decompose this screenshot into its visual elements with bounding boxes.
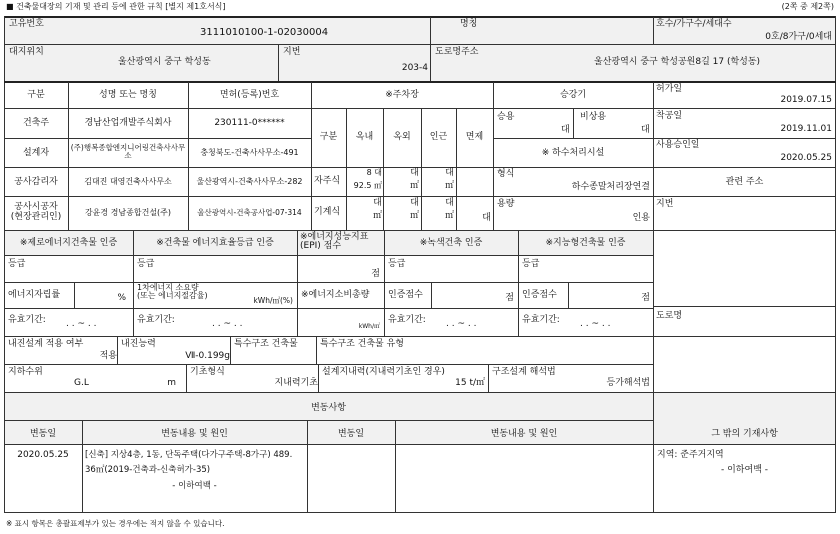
col-license: 면허(등록)번호	[219, 90, 280, 100]
quake-label: 내진설계 적용 여부	[8, 339, 84, 349]
rule	[4, 364, 653, 365]
elevator-unit: 대	[561, 125, 570, 135]
method-value: 등가해석법	[606, 378, 650, 388]
rule	[383, 108, 384, 230]
parking-title: ※주차장	[385, 90, 419, 100]
other-line-1: 지역: 준주거지역	[657, 450, 724, 460]
parking-col-indoor: 옥내	[355, 132, 374, 142]
method-label: 구조설계 해석법	[492, 367, 556, 377]
bearing-value: 15 t/㎡	[455, 378, 485, 388]
rule	[4, 308, 653, 309]
parking-unit: 대	[373, 198, 382, 208]
rule	[4, 81, 836, 83]
page-indicator: (2쪽 중 제2쪽)	[781, 2, 834, 11]
site-label: 대지위치	[9, 47, 44, 57]
cert-score-unit: 점	[641, 293, 650, 303]
consumption-unit: kWh/㎡	[358, 323, 380, 330]
rule	[68, 82, 69, 230]
rule	[430, 17, 431, 81]
unique-no: 3111010100-1-02030004	[200, 27, 329, 38]
rule	[311, 82, 312, 230]
form-title: ■ 건축물대장의 기재 및 관리 등에 관한 규칙 [별지 제1호서식]	[6, 2, 226, 11]
valid-dots: . . ~ . .	[580, 319, 611, 329]
supervisor-name: 김대진 대영건축사사무소	[84, 177, 172, 186]
parking-unit: 대	[410, 198, 419, 208]
quake-cap-value: Ⅶ-0.199g	[185, 351, 230, 361]
parking-col-nearby: 인근	[429, 132, 448, 142]
grade-label: 등급	[388, 259, 406, 269]
type-designer: 설계자	[22, 148, 50, 158]
rule	[318, 364, 319, 392]
other-line-2: - 이하여백 -	[721, 465, 768, 475]
rule	[653, 138, 836, 139]
type-contractor: 공사시공자 (현장관리인)	[10, 202, 62, 222]
primary-energy-label: 1차에너지 소요량 (또는 에너지절감율)	[137, 283, 208, 301]
valid-label: 유효기간:	[522, 315, 560, 325]
rule	[568, 282, 569, 308]
epi-score-unit: 점	[371, 269, 380, 279]
cert-score-unit: 점	[505, 293, 514, 303]
changes-col-other: 그 밖의 기재사항	[711, 429, 778, 439]
rule	[653, 108, 836, 109]
type-supervisor: 공사감리자	[14, 177, 58, 187]
elevator-title: 승강기	[559, 90, 587, 100]
contractor-name: 강윤경 경남종합건설(주)	[84, 208, 172, 217]
parking-unit: ㎡	[409, 181, 419, 191]
green-title: ※녹색건축 인증	[419, 238, 483, 248]
rule	[117, 336, 118, 364]
contractor-license: 울산광역시-건축공사업-07-314	[197, 208, 302, 217]
parking-col-exempt: 면제	[465, 132, 484, 142]
parking-unit: ㎡	[444, 181, 454, 191]
footer-note: ※ 표시 항목은 총괄표제부가 있는 경우에는 적지 않을 수 있습니다.	[6, 519, 225, 528]
rule	[653, 17, 654, 44]
change-date: 2020.05.25	[17, 450, 69, 460]
owner-license: 230111-0******	[214, 118, 285, 128]
rule	[4, 167, 653, 168]
col-type: 구분	[27, 90, 45, 100]
rule	[230, 336, 231, 364]
valid-dots: . . ~ . .	[446, 319, 477, 329]
unique-no-label: 고유번호	[9, 19, 44, 29]
parking-unit: ㎡	[409, 211, 419, 221]
grade-label: 등급	[522, 259, 540, 269]
rule	[4, 44, 836, 45]
zero-energy-title: ※제로에너지건축물 인증	[19, 238, 118, 248]
rule	[421, 108, 422, 230]
consumption-label: ※에너지소비총량	[301, 290, 370, 300]
elevator-emergency: 비상용	[580, 112, 607, 122]
parking-unit: 대	[482, 213, 491, 223]
related-lot-label: 지번	[656, 199, 674, 209]
rule	[316, 336, 317, 364]
water-label: 지하수위	[8, 367, 43, 377]
change-line-2: 36㎡(2019-건축과-신축허가-35)	[85, 465, 211, 475]
rule	[4, 444, 836, 445]
rule	[4, 420, 653, 421]
rule	[653, 82, 654, 430]
site-value: 울산광역시 중구 학성동	[118, 57, 211, 67]
lot-label: 지번	[283, 47, 301, 57]
rule	[653, 306, 836, 307]
road-label: 도로명주소	[435, 47, 479, 57]
sewage-type: 하수종말처리장연결	[571, 182, 650, 192]
parking-unit: ㎡	[372, 211, 382, 221]
permit-label: 허가일	[656, 84, 683, 94]
permit-date: 2019.07.15	[780, 95, 832, 105]
change-line-1: [신축] 지상4층, 1동, 단독주택(다가구주택-8가구) 489.	[85, 450, 293, 460]
parking-self-area: 92.5 ㎡	[353, 181, 382, 190]
rule	[4, 392, 836, 393]
efficiency-title: ※건축물 에너지효율등급 인증	[156, 238, 274, 248]
units-value: 0호/8가구/0세대	[765, 32, 832, 42]
rule	[653, 196, 836, 197]
parking-col-outdoor: 옥외	[393, 132, 411, 142]
elevator-passenger: 승용	[497, 112, 515, 122]
primary-energy-unit: kWh/㎡(%)	[253, 296, 293, 305]
sewage-capacity-unit: 인용	[632, 213, 650, 223]
sewage-type-label: 형식	[497, 169, 515, 179]
self-rate-unit: %	[117, 293, 126, 303]
parking-mech-label: 기계식	[314, 207, 341, 217]
valid-label: 유효기간:	[8, 315, 46, 325]
rule	[488, 364, 489, 392]
related-road-label: 도로명	[656, 311, 683, 321]
rule	[346, 108, 347, 230]
start-label: 착공일	[656, 111, 683, 121]
foundation-label: 기초형식	[190, 367, 225, 377]
rule	[297, 230, 298, 336]
changes-col-content: 변동내용 및 원인	[490, 429, 558, 439]
rule	[4, 196, 653, 197]
changes-col-content: 변동내용 및 원인	[161, 429, 228, 439]
rule	[74, 282, 75, 308]
rule	[4, 230, 836, 231]
special-type-label: 특수구조 건축물 유형	[320, 339, 404, 349]
rule	[493, 138, 653, 139]
quake-cap-label: 내진능력	[121, 339, 156, 349]
start-date: 2019.11.01	[780, 124, 832, 134]
units-label: 호수/가구수/세대수	[656, 19, 732, 29]
valid-label: 유효기간:	[137, 315, 175, 325]
parking-unit: 대	[445, 198, 454, 208]
rule	[4, 255, 653, 256]
changes-title: 변동사항	[311, 403, 346, 413]
designer-name: (주)행복종합엔지니어링건축사사무소	[70, 143, 186, 160]
foundation-value: 지내력기초	[274, 378, 318, 388]
changes-col-date: 변동일	[29, 429, 57, 439]
rule	[573, 108, 574, 138]
parking-self-count: 8 대	[366, 168, 382, 177]
water-value: G.L	[74, 378, 89, 388]
rule	[4, 336, 836, 337]
rule	[4, 108, 653, 109]
rule	[653, 167, 836, 168]
sewage-title: ※ 하수처리시설	[541, 148, 605, 158]
changes-col-date: 변동일	[337, 429, 365, 439]
elevator-unit: 대	[641, 125, 650, 135]
approval-date: 2020.05.25	[780, 153, 832, 163]
rule	[4, 16, 836, 18]
road-value: 울산광역시 중구 학성공원8길 17 (학성동)	[594, 57, 761, 67]
parking-unit: ㎡	[444, 211, 454, 221]
rule	[4, 282, 653, 283]
grade-label: 등급	[8, 259, 26, 269]
supervisor-license: 울산광역시-건축사사무소-282	[196, 177, 303, 186]
rule	[456, 108, 457, 230]
self-rate-label: 에너지자립률	[8, 290, 61, 300]
sewage-capacity-label: 용량	[497, 199, 515, 209]
rule	[278, 44, 279, 81]
type-owner: 건축주	[22, 118, 50, 128]
grade-label: 등급	[137, 259, 155, 269]
smart-title: ※지능형건축물 인증	[545, 238, 626, 248]
parking-self-label: 자주식	[314, 176, 341, 186]
parking-unit: 대	[445, 168, 454, 178]
rule	[186, 364, 187, 392]
rule	[431, 282, 432, 308]
parking-col-type: 구분	[319, 132, 338, 142]
designer-license: 충청북도-건축사사무소-491	[200, 148, 299, 157]
parking-unit: 대	[410, 168, 419, 178]
change-line-3: - 이하여백 -	[172, 481, 217, 491]
cert-score-label: 인증점수	[388, 290, 423, 300]
bearing-label: 설계지내력(지내력기초인 경우)	[322, 367, 445, 377]
approval-label: 사용승인일	[656, 140, 700, 150]
rule	[4, 512, 836, 513]
name-label: 명칭	[460, 19, 478, 29]
lot-value: 203-4	[401, 63, 428, 73]
valid-label: 유효기간:	[388, 315, 426, 325]
valid-dots: . . ~ . .	[66, 319, 97, 329]
owner-name: 경남산업개발주식회사	[84, 118, 172, 128]
col-name: 성명 또는 명칭	[99, 90, 157, 100]
valid-dots: . . ~ . .	[212, 319, 243, 329]
cert-score-label: 인증점수	[522, 290, 557, 300]
epi-title: ※에너지성능지표(EPI) 점수	[300, 232, 369, 252]
rule	[4, 138, 311, 139]
special-label: 특수구조 건축물	[234, 339, 298, 349]
water-unit: m	[167, 378, 176, 388]
quake-value: 적용	[99, 351, 117, 361]
related-title: 관련 주소	[725, 177, 764, 187]
